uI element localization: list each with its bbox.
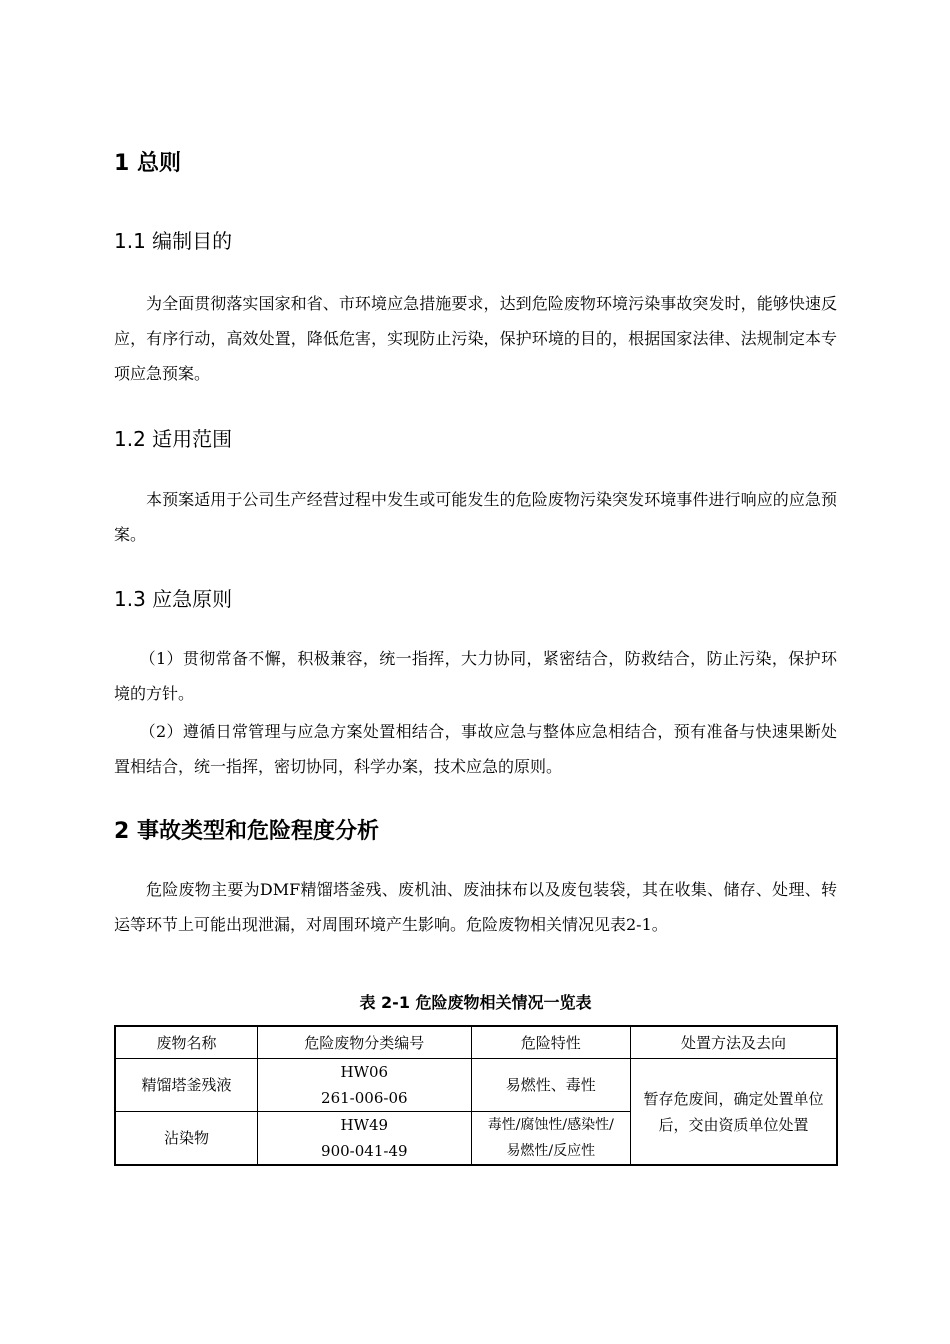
category-code-line: 900-041-49 [321,1142,408,1160]
section-1-3-principle-2: （2）遵循日常管理与应急方案处置相结合，事故应急与整体应急相结合，预有准备与快速果断处置相结合，统一指挥，密切协同，科学办案，技术应急的原则。 [114,722,837,776]
hazardous-waste-table [114,1025,838,1166]
category-code-cell [258,1112,471,1166]
section-2-heading: 2 事故类型和危险程度分析 [114,819,379,844]
category-code-line: 261-006-06 [321,1089,408,1107]
hazard-property-line: 毒性/腐蚀性/感染性/ [487,1117,614,1133]
disposal-method-cell: 暂存危废间，确定处置单位后，交由资质单位处置 [631,1059,837,1166]
header-hazard-property: 危险特性 [471,1026,631,1059]
header-waste-name: 废物名称 [115,1026,258,1059]
table-row [115,1059,837,1112]
hazard-property-line: 易燃性/反应性 [506,1143,596,1159]
waste-name-cell: 沾染物 [115,1112,258,1166]
table-header-row [115,1026,837,1059]
header-category-code: 危险废物分类编号 [258,1026,471,1059]
section-1-3-principle-1: （1）贯彻常备不懈，积极兼容，统一指挥，大力协同，紧密结合，防救结合，防止污染，保护环境的方针。 [114,649,837,703]
waste-name-cell: 精馏塔釜残液 [115,1059,258,1112]
category-code-cell [258,1059,471,1112]
hazard-property-cell [471,1112,631,1166]
section-1-heading: 1 总则 [114,151,181,176]
section-1-1-heading: 1.1 编制目的 [114,229,233,253]
section-2-body: 危险废物主要为DMF精馏塔釜残、废机油、废油抹布以及废包装袋，其在收集、储存、处理、转运等环节上可能出现泄漏，对周围环境产生影响。危险废物相关情况见表2-1。 [114,880,837,934]
section-1-1-body: 为全面贯彻落实国家和省、市环境应急措施要求，达到危险废物环境污染事故突发时，能够快速反应，有序行动，高效处置，降低危害，实现防止污染，保护环境的目的，根据国家法律、法规制定本专项应急预案。 [114,294,837,383]
section-1-2-body: 本预案适用于公司生产经营过程中发生或可能发生的危险废物污染突发环境事件进行响应的应急预案。 [114,490,837,544]
header-disposal-method: 处置方法及去向 [631,1026,837,1059]
section-1-2-heading: 1.2 适用范围 [114,427,233,451]
category-code-line: HW06 [340,1063,389,1081]
hazard-property-cell: 易燃性、毒性 [471,1059,631,1112]
section-1-3-heading: 1.3 应急原则 [114,587,233,611]
category-code-line: HW49 [340,1116,389,1134]
table-caption: 表 2-1 危险废物相关情况一览表 [359,993,592,1012]
